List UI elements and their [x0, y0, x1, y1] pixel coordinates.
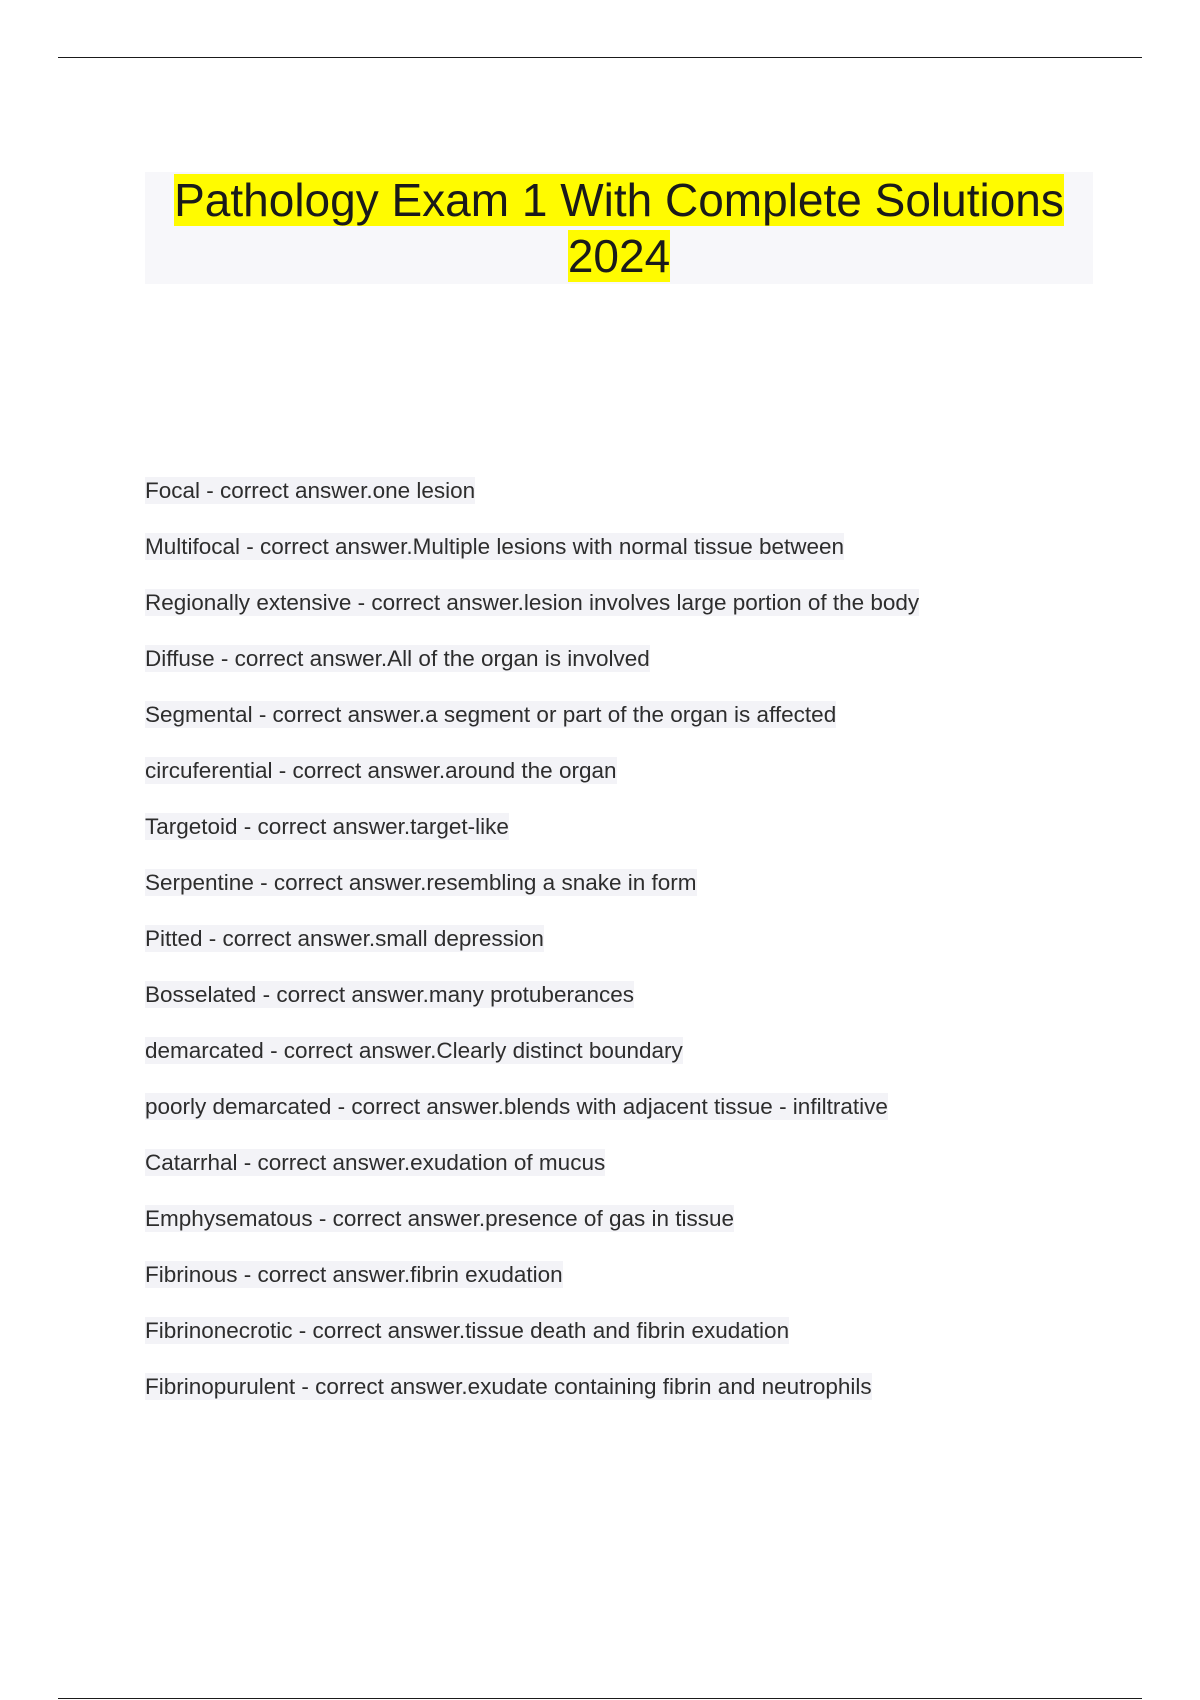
title-line-2: 2024 [567, 230, 671, 282]
qa-entry-text: Segmental - correct answer.a segment or part of the organ is affected [145, 702, 837, 727]
qa-entry [145, 924, 919, 980]
qa-entry-text: Catarrhal - correct answer.exudation of mucus [145, 1150, 606, 1175]
qa-entry [145, 1316, 919, 1372]
qa-entry-text: Fibrinonecrotic - correct answer.tissue death and fibrin exudation [145, 1318, 790, 1343]
qa-entry [145, 868, 919, 924]
qa-entry-text: Fibrinous - correct answer.fibrin exudation [145, 1262, 563, 1287]
qa-entry-text: Regionally extensive - correct answer.lesion involves large portion of the body [145, 590, 920, 615]
qa-entry [145, 700, 919, 756]
qa-entry [145, 756, 919, 812]
qa-entry [145, 1148, 919, 1204]
qa-entry-text: Diffuse - correct answer.All of the organ is involved [145, 646, 650, 671]
qa-entry [145, 588, 919, 644]
qa-entry [145, 1372, 919, 1428]
qa-entry [145, 476, 919, 532]
qa-entry-text: Fibrinopurulent - correct answer.exudate containing fibrin and neutrophils [145, 1374, 872, 1399]
page-title [145, 172, 1093, 284]
qa-entry-text: Bosselated - correct answer.many protuberances [145, 982, 634, 1007]
title-block [145, 172, 1093, 284]
qa-entry [145, 980, 919, 1036]
qa-entry [145, 1036, 919, 1092]
qa-entry-text: circuferential - correct answer.around the organ [145, 758, 617, 783]
qa-list [145, 476, 919, 1428]
qa-entry [145, 812, 919, 868]
bottom-rule [58, 1698, 1142, 1699]
qa-entry [145, 1092, 919, 1148]
qa-entry [145, 644, 919, 700]
title-line-1: Pathology Exam 1 With Complete Solutions [174, 174, 1064, 226]
qa-entry [145, 1204, 919, 1260]
qa-entry-text: Emphysematous - correct answer.presence of gas in tissue [145, 1206, 735, 1231]
qa-entry-text: Serpentine - correct answer.resembling a snake in form [145, 870, 697, 895]
qa-entry-text: poorly demarcated - correct answer.blends with adjacent tissue - infiltrative [145, 1094, 888, 1119]
qa-entry-text: Targetoid - correct answer.target-like [145, 814, 509, 839]
top-rule [58, 57, 1142, 58]
qa-entry [145, 532, 919, 588]
qa-entry [145, 1260, 919, 1316]
qa-entry-text: demarcated - correct answer.Clearly distinct boundary [145, 1038, 683, 1063]
qa-entry-text: Focal - correct answer.one lesion [145, 478, 476, 503]
qa-entry-text: Multifocal - correct answer.Multiple lesions with normal tissue between [145, 534, 845, 559]
qa-entry-text: Pitted - correct answer.small depression [145, 926, 544, 951]
